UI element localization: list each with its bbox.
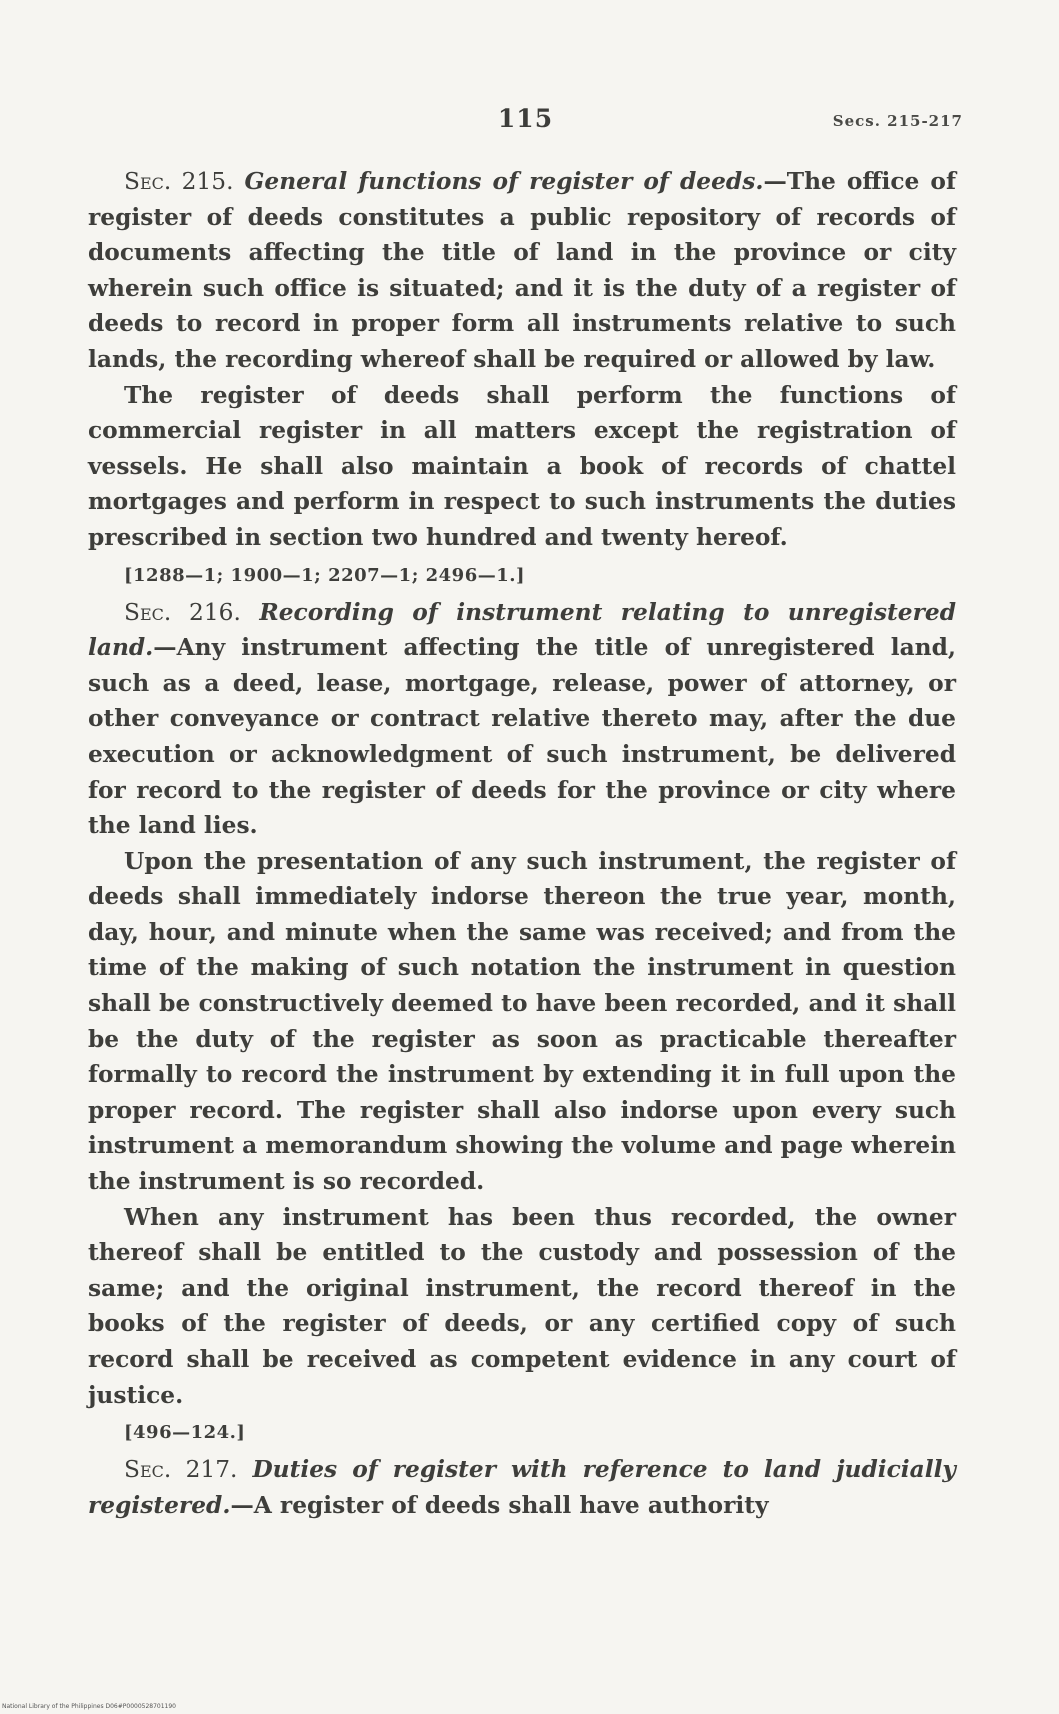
section-217-text: —A register of deeds shall have authority (230, 1491, 769, 1519)
section-215-citation: [1288—1; 1900—1; 2207—1; 2496—1.] (124, 564, 526, 586)
section-215-label: Sec. 215. (124, 168, 234, 195)
section-216-paragraph-1 (88, 595, 956, 844)
section-215-title: General functions of register of deeds. (244, 168, 764, 195)
section-216-label: Sec. 216. (124, 598, 241, 626)
section-216-paragraph-3: When any instrument has been thus recorded, the owner thereof shall be entitled to the custody and possession of the same; and the original instrument, the record thereof in the books of the register of deeds, or any certified copy of such record shall be received as competent evidence in any court of justice. (88, 1203, 956, 1409)
running-section-reference: Secs. 215-217 (832, 112, 963, 130)
page-number: 115 (497, 104, 554, 133)
section-216-citation: [496—124.] (124, 1422, 246, 1444)
section-215-paragraph-2: The register of deeds shall perform the functions of commercial register in all matters except the registration of vessels. He shall also maintain a book of records of chattel mortgages and perform in respect to such instruments the duties prescribed in section two hundred and twenty hereof. (88, 381, 956, 551)
section-217-paragraph-1 (88, 1452, 956, 1523)
section-216-paragraph-2: Upon the presentation of any such instrument, the register of deeds shall immediately indorse thereon the true year, month, day, hour, and minute when the same was received; and from the time of the making of such notation the instrument in question shall be constructively deemed to have been recorded, and it shall be the duty of the register as soon as practicable thereafter formally to record the instrument by extending it in full upon the proper record. The register shall also indorse upon every such instrument a memorandum showing the volume and page wherein the instrument is so recorded. (88, 847, 956, 1196)
page-header (88, 104, 963, 144)
section-216-text: —Any instrument affecting the title of unregistered land, such as a deed, lease, mortgage, release, power of attorney, or other conveyance or contract relative thereto may, after the due execution or acknowledgment of such instrument, be delivered for record to the register of deeds for the province or city where the land lies. (88, 634, 956, 840)
section-217-label: Sec. 217. (124, 1456, 238, 1484)
body-text (88, 164, 956, 1523)
section-215-text: —The office of register of deeds constitutes a public repository of records of documents affecting the title of land in the province or city wherein such office is situated; and it is the duty of a register of deeds to record in proper form all instruments relative to such lands, the recording whereof shall be required or allowed by law. (88, 168, 956, 373)
scan-footer: National Library of the Philippines D06#P0000528701190 (2, 1703, 176, 1710)
section-215-paragraph-1 (88, 164, 956, 378)
section-217-title: Duties of register with reference to land judicially registered. (88, 1456, 956, 1519)
section-216-title: Recording of instrument relating to unregistered land. (88, 598, 956, 662)
